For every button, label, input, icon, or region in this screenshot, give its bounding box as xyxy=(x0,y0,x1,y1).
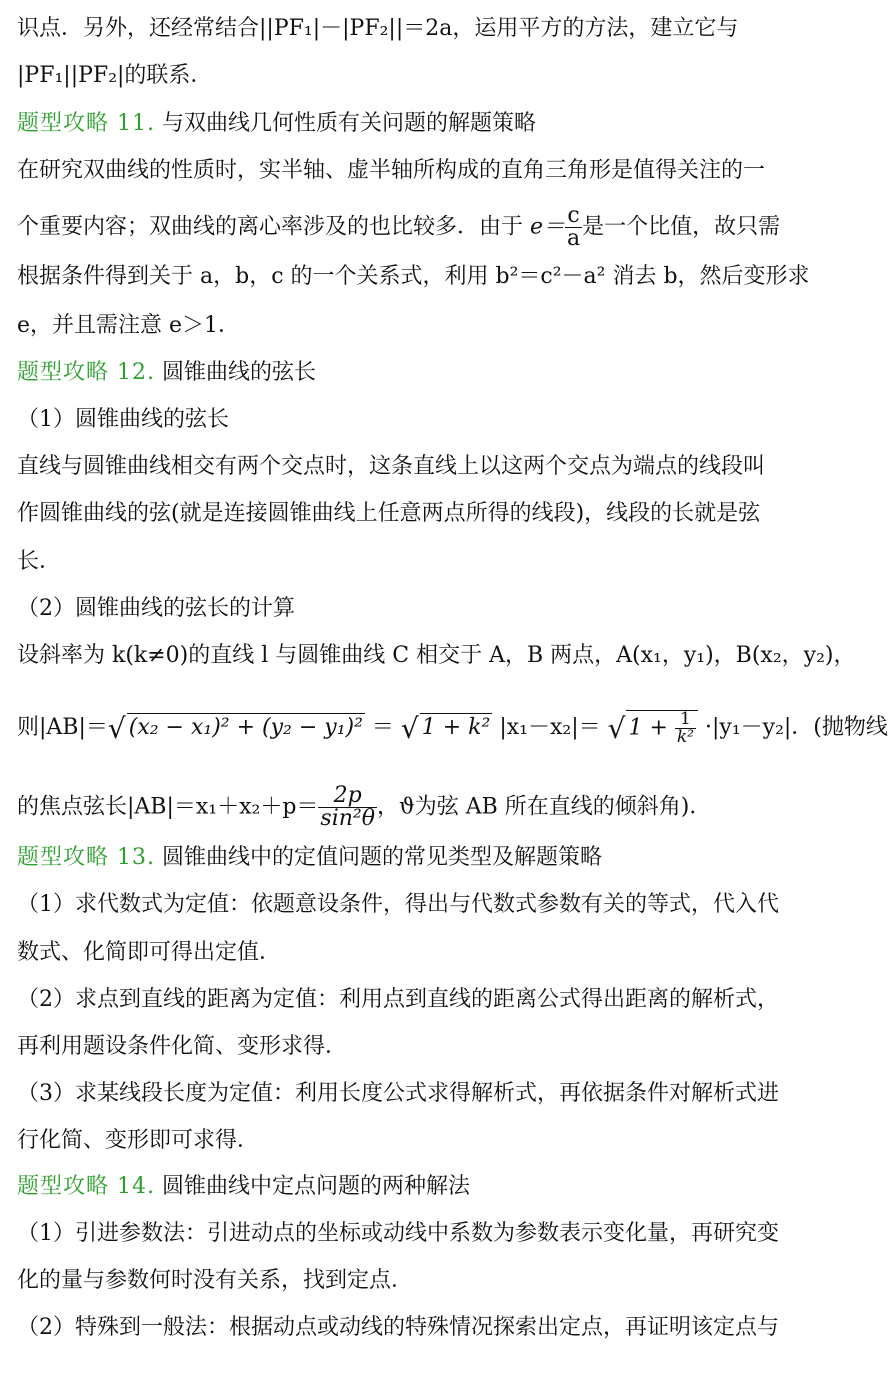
fraction-denominator: k² xyxy=(676,726,694,747)
fraction-numerator: c xyxy=(565,205,582,228)
radical-sign: √ xyxy=(400,712,419,745)
text-line: 设斜率为 k(k≠0)的直线 l 与圆锥曲线 C 相交于 A，B 两点，A(x₁，y₁)，B(x₂，y₂)， xyxy=(17,643,856,668)
sqrt-term: 1 + xyxy=(628,715,675,740)
text-line: e，并且需注意 e＞1． xyxy=(17,313,241,338)
text-line: （2）求点到直线的距离为定值：利用点到直线的距离公式得出距离的解析式， xyxy=(17,987,779,1012)
text-segment: ，ϑ为弦 AB 所在直线的倾斜角)． xyxy=(376,794,712,820)
heading-12 xyxy=(17,358,836,388)
fraction-one-over-k2 xyxy=(675,708,696,747)
heading-tag: 题型攻略 13. xyxy=(17,845,155,870)
fraction-2p-over-sin2theta xyxy=(318,785,377,830)
heading-tag: 题型攻略 14. xyxy=(17,1174,155,1199)
text-line: （2）圆锥曲线的弦长的计算 xyxy=(17,596,295,621)
text-line-with-fraction xyxy=(17,203,836,251)
radical-sign: √ xyxy=(607,712,626,745)
text-line: 长． xyxy=(17,549,62,574)
text-line: 在研究双曲线的性质时，实半轴、虚半轴所构成的直角三角形是值得关注的一 xyxy=(17,158,766,183)
text-line: 根据条件得到关于 a，b，c 的一个关系式，利用 b²＝c²－a² 消去 b，然后变形求 xyxy=(17,264,810,289)
fraction-denominator: a xyxy=(567,226,581,251)
text-line: 再利用题设条件化简、变形求得． xyxy=(17,1034,348,1059)
text-line: 数式、化简即可得出定值． xyxy=(17,940,282,965)
heading-14 xyxy=(17,1172,836,1202)
text-line: （1）圆锥曲线的弦长 xyxy=(17,407,229,432)
text-line: 识点．另外，还经常结合||PF₁|－|PF₂||＝2a，运用平方的方法，建立它与 xyxy=(17,16,739,41)
text-line: 直线与圆锥曲线相交有两个交点时，这条直线上以这两个交点为端点的线段叫 xyxy=(17,454,766,479)
heading-tag: 题型攻略 12. xyxy=(17,360,155,385)
text-line: 行化简、变形即可求得． xyxy=(17,1128,260,1153)
text-segment: 个重要内容；双曲线的离心率涉及的也比较多．由于 xyxy=(17,214,524,240)
heading-text: 与双曲线几何性质有关问题的解题策略 xyxy=(154,111,536,136)
radical-sign: √ xyxy=(107,712,126,745)
sqrt-one-plus-inv-k2 xyxy=(626,710,698,746)
heading-text: 圆锥曲线的弦长 xyxy=(154,360,316,385)
text-segment: ＝ xyxy=(364,715,401,740)
heading-tag: 题型攻略 11. xyxy=(17,111,155,136)
text-segment: e＝ xyxy=(523,214,566,240)
text-segment: 是一个比值，故只需 xyxy=(582,214,781,240)
fraction-c-over-a xyxy=(565,205,582,250)
sqrt-distance-expression: (x₂ − x₁)² + (y₂ − y₁)² xyxy=(127,713,365,743)
text-line: （1）引进参数法：引进动点的坐标或动线中系数为参数表示变化量，再研究变 xyxy=(17,1221,779,1246)
text-line: （3）求某线段长度为定值：利用长度公式求得解析式，再依据条件对解析式进 xyxy=(17,1081,779,1106)
text-segment: ·|y₁－y₂|．(抛物线 xyxy=(698,715,888,740)
focal-chord-formula xyxy=(17,785,836,829)
sqrt-one-plus-k2: 1 + k² xyxy=(420,713,493,743)
fraction-numerator: 1 xyxy=(675,711,696,729)
text-segment: 的焦点弦长|AB|＝x₁＋x₂＋p＝ xyxy=(17,794,319,820)
heading-11 xyxy=(17,109,836,139)
text-line: 作圆锥曲线的弦(就是连接圆锥曲线上任意两点所得的线段)，线段的长就是弦 xyxy=(17,501,761,526)
fraction-numerator: 2p xyxy=(318,785,377,808)
heading-text: 圆锥曲线中的定值问题的常见类型及解题策略 xyxy=(154,845,602,870)
text-line: |PF₁||PF₂|的联系． xyxy=(17,63,213,88)
text-line: （2）特殊到一般法：根据动点或动线的特殊情况探索出定点，再证明该定点与 xyxy=(17,1315,779,1340)
text-segment: |x₁－x₂|＝ xyxy=(492,715,608,740)
heading-text: 圆锥曲线中定点问题的两种解法 xyxy=(154,1174,470,1199)
chord-length-formula xyxy=(17,706,888,750)
text-segment: 则|AB|＝ xyxy=(17,715,108,740)
text-line: 化的量与参数何时没有关系，找到定点． xyxy=(17,1268,414,1293)
fraction-denominator: sin²θ xyxy=(320,806,375,831)
heading-13 xyxy=(17,843,836,873)
text-line: （1）求代数式为定值：依题意设条件，得出与代数式参数有关的等式，代入代 xyxy=(17,892,779,917)
